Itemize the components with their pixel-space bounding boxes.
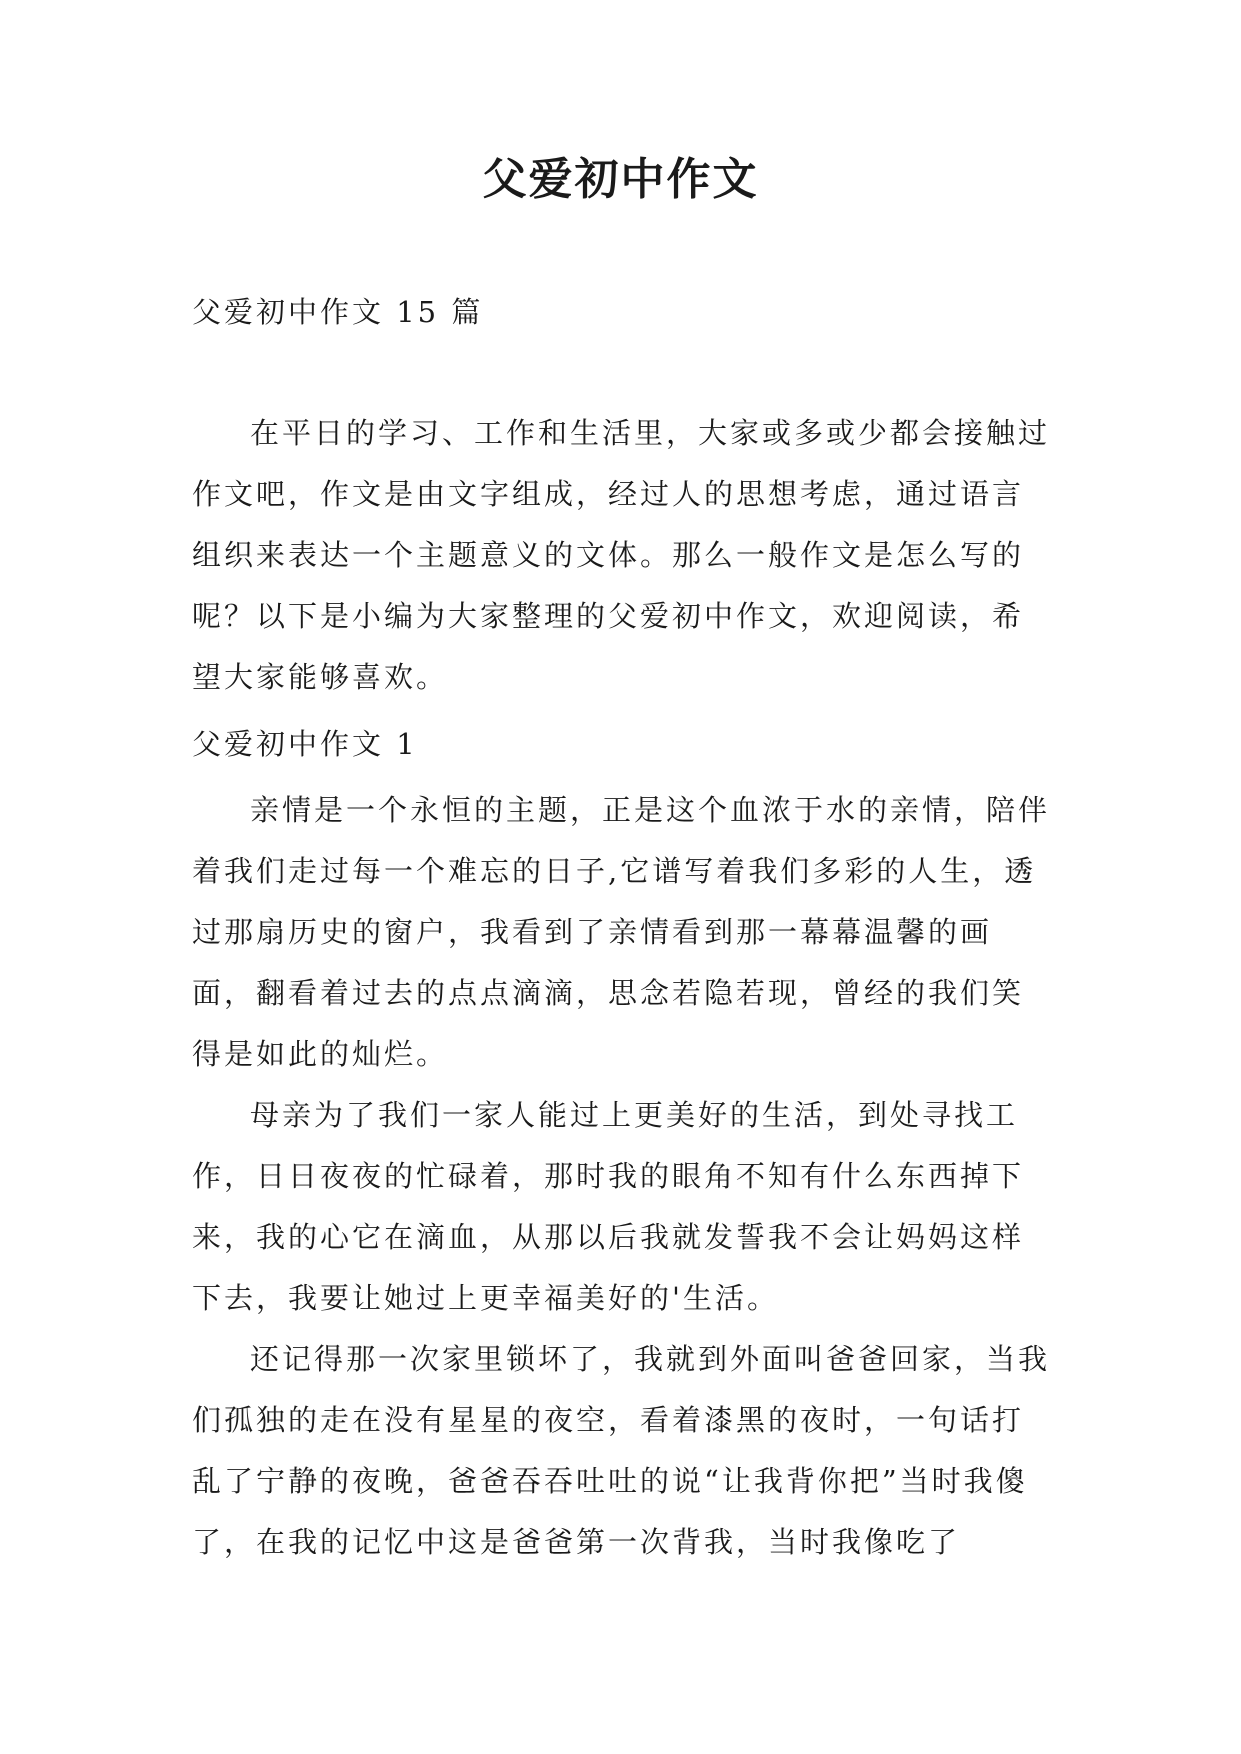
intro-paragraph: 在平日的学习、工作和生活里，大家或多或少都会接触过作文吧，作文是由文字组成，经过人的思想考虑，通过语言组织来表达一个主题意义的文体。那么一般作文是怎么写的呢？以下是小编为大家整理的父爱初中作文，欢迎阅读，希望大家能够喜欢。 — [192, 416, 1051, 694]
section-paragraph-3: 还记得那一次家里锁坏了，我就到外面叫爸爸回家，当我们孤独的走在没有星星的夜空，看着漆黑的夜时，一句话打乱了宁静的夜晚，爸爸吞吞吐吐的说“让我背你把”当时我傻了，在我的记忆中这是爸爸第一次背我，当时我像吃了 — [192, 1342, 1051, 1559]
section-body — [192, 780, 1052, 1573]
section-paragraph-2: 母亲为了我们一家人能过上更美好的生活，到处寻找工作，日日夜夜的忙碌着，那时我的眼角不知有什么东西掉下来，我的心它在滴血，从那以后我就发誓我不会让妈妈这样下去，我要让她过上更幸福美好的'生活。 — [192, 1098, 1025, 1315]
document-subtitle: 父爱初中作文 15 篇 — [192, 295, 484, 329]
document-title: 父爱初中作文 — [482, 154, 759, 205]
section-paragraph-1: 亲情是一个永恒的主题，正是这个血浓于水的亲情，陪伴着我们走过每一个难忘的日子,它谱写着我们多彩的人生，透过那扇历史的窗户，我看到了亲情看到那一幕幕温馨的画面，翻看着过去的点点滴滴，思念若隐若现，曾经的我们笑得是如此的灿烂。 — [192, 793, 1051, 1071]
section-heading: 父爱初中作文 1 — [192, 727, 418, 761]
